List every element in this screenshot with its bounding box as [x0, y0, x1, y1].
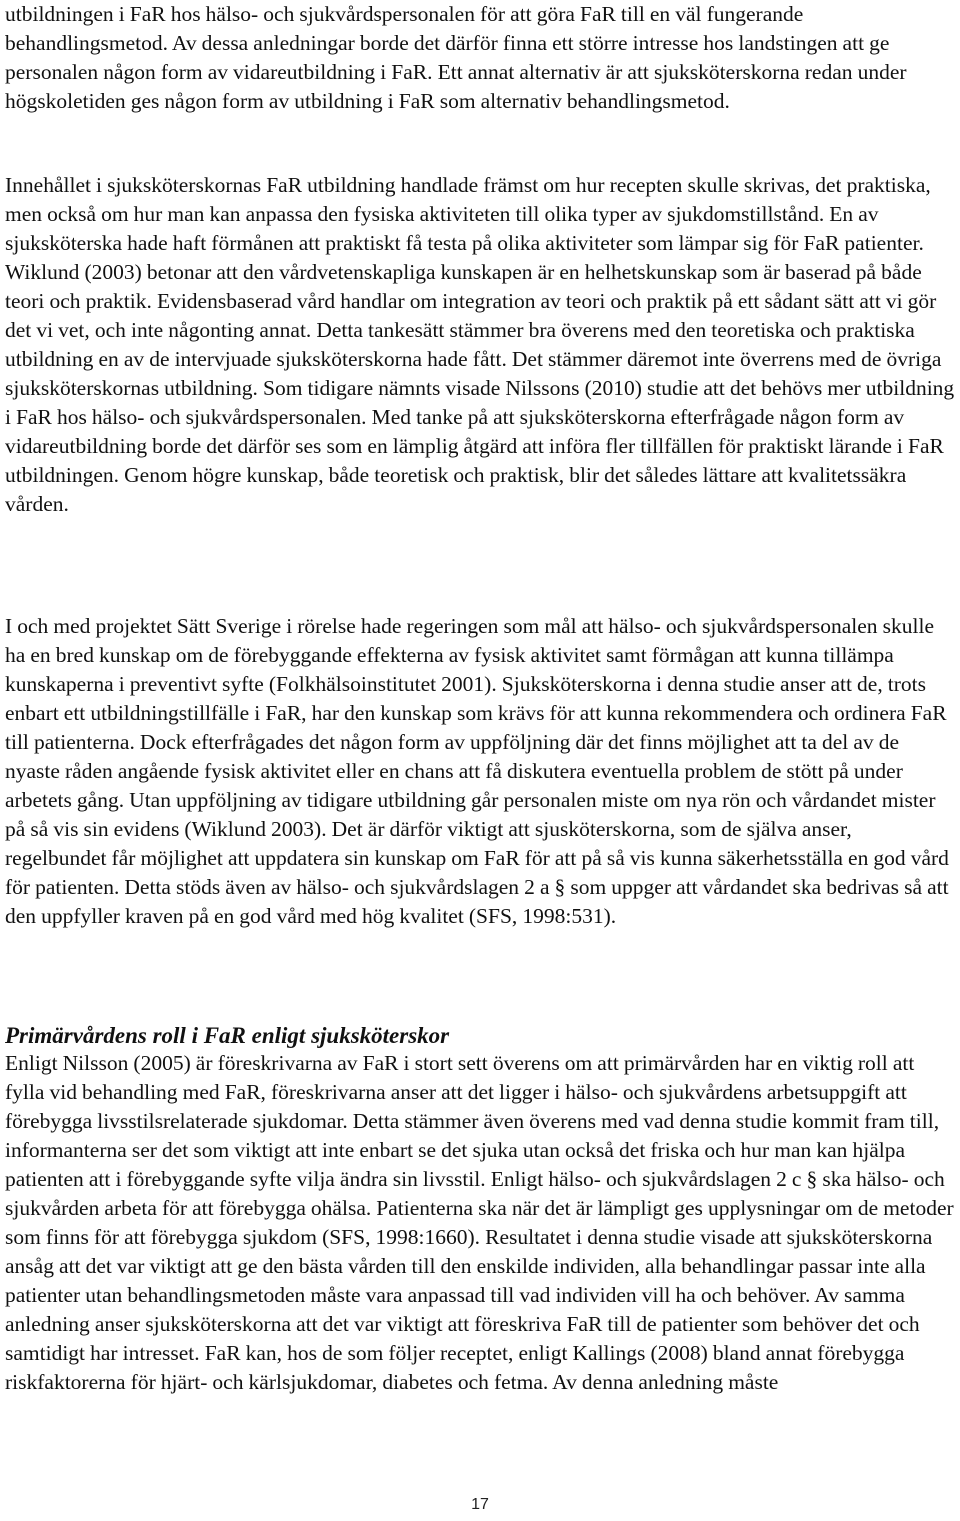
paragraph-1: utbildningen i FaR hos hälso- och sjukvårdspersonalen för att göra FaR till en väl fungerande behandlingsmetod. Av dessa anledningar borde det därför finna ett större intresse hos landstingen att ge personalen någon form av vidareutbildning i FaR. Ett annat alternativ är att sjuksköterskorna redan under högskoletiden ges någon form av utbildning i FaR som alternativ behandlingsmetod.	[5, 2, 907, 113]
paragraph-2: Innehållet i sjuksköterskornas FaR utbildning handlade främst om hur recepten skulle skrivas, det praktiska, men också om hur man kan anpassa den fysiska aktiviteten till olika typer av sjukdomstillstånd. En av sjuksköterska hade haft förmånen att praktiskt få testa på olika aktiviteter som lämpar sig för FaR patienter. Wiklund (2003) betonar att den vårdvetenskapliga kunskapen är en helhetskunskap som är baserad på både teori och praktik. Evidensbaserad vård handlar om integration av teori och praktik på ett sådant sätt att vi gör det vi vet, och inte någonting annat. Detta tankesätt stämmer bra överens med den teoretiska och praktiska utbildning en av de intervjuade sjuksköterskorna hade fått. Det stämmer däremot inte överrens med de övriga sjuksköterskornas utbildning. Som tidigare nämnts visade Nilssons (2010) studie att det behövs mer utbildning i FaR hos hälso- och sjukvårdspersonalen. Med tanke på att sjuksköterskorna efterfrågade någon form av vidareutbildning borde det därför ses som en lämplig åtgärd att införa fler tillfällen för praktiskt lärande i FaR utbildningen. Genom högre kunskap, både teoretisk och praktisk, blir det således lättare att kvalitetssäkra vården.	[5, 173, 955, 516]
page-number: 17	[471, 1496, 489, 1513]
paragraph-3: I och med projektet Sätt Sverige i rörelse hade regeringen som mål att hälso- och sjukvårdspersonalen skulle ha en bred kunskap om de förebyggande effekterna av fysisk aktivitet samt förmågan att kunna tillämpa kunskaperna i preventivt syfte (Folkhälsoinstitutet 2001). Sjuksköterskorna i denna studie anser att de, trots enbart ett utbildningstillfälle i FaR, har den kunskap som krävs för att kunna rekommendera och ordinera FaR till patienterna. Dock efterfrågades det någon form av uppföljning där det finns möjlighet att ta del av de nyaste råden angående fysisk aktivitet eller en chans att få diskutera eventuella problem de stött på under arbetets gång. Utan uppföljning av tidigare utbildning går personalen miste om nya rön och vårdandet mister på så vis sin evidens (Wiklund 2003). Det är därför viktigt att sjusköterskorna, som de själva anser, regelbundet får möjlighet att uppdatera sin kunskap om FaR för att på så vis kunna säkerhetsställa en god vård för patienten. Detta stöds även av hälso- och sjukvårdslagen 2 a § som uppger att vårdandet ska bedrivas så att den uppfyller kraven på en god vård med hög kvalitet (SFS, 1998:531).	[5, 614, 949, 928]
section-paragraph: Enligt Nilsson (2005) är föreskrivarna av FaR i stort sett överens om att primärvården har en viktig roll att fylla vid behandling med FaR, föreskrivarna anser att det ligger i hälso- och sjukvårdens arbetsuppgift att förebygga livsstilsrelaterade sjukdomar. Detta stämmer även överens med vad denna studie kommit fram till, informanterna ser det som viktigt att inte enbart se det sjuka utan också det friska och hur man kan hjälpa patienten att i förebyggande syfte vilja ändra sin livsstil. Enligt hälso- och sjukvårdslagen 2 c § ska hälso- och sjukvården arbeta för att förebygga ohälsa. Patienterna ska när det är lämpligt ges upplysningar om de metoder som finns för att förebygga sjukdom (SFS, 1998:1660). Resultatet i denna studie visade att sjuksköterskorna ansåg att det var viktigt att ge den bästa vården till den enskilde individen, alla behandlingar passar inte alla patienter utan behandlingsmetoden måste vara anpassad till vad individen vill ha och behöver. Av samma anledning anser sjuksköterskorna att det var viktigt att föreskriva FaR till de patienter som behöver det och samtidigt har intresset. FaR kan, hos de som följer receptet, enligt Kallings (2008) bland annat förebygga riskfaktorerna för hjärt- och kärlsjukdomar, diabetes och fetma. Av denna anledning måste	[5, 1051, 954, 1394]
section-heading: Primärvårdens roll i FaR enligt sjuksköterskor	[5, 1023, 450, 1048]
